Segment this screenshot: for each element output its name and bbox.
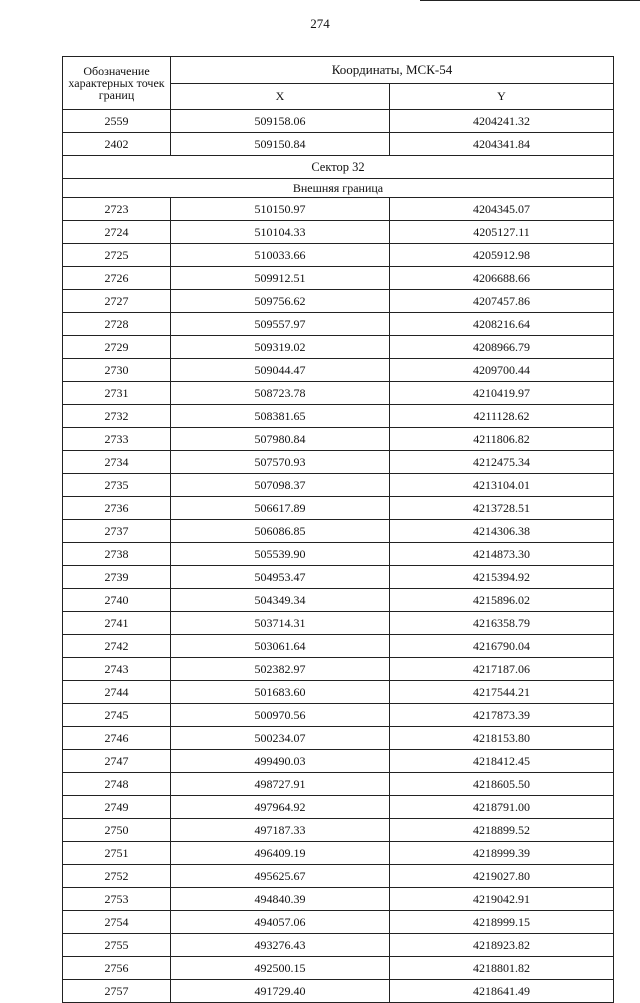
table-row [63,957,614,980]
x-coordinate-cell: 497964.92 [171,796,390,819]
y-column-header: Y [390,83,614,110]
table-row [63,290,614,313]
y-coordinate-cell: 4218923.82 [390,934,614,957]
point-id-cell: 2747 [63,750,171,773]
table-row [63,911,614,934]
y-coordinate-cell: 4218999.39 [390,842,614,865]
table-header [63,57,614,110]
y-coordinate-cell: 4204345.07 [390,198,614,221]
y-coordinate-cell: 4218153.80 [390,727,614,750]
y-coordinate-cell: 4211806.82 [390,428,614,451]
table-row [63,658,614,681]
x-coordinate-cell: 506086.85 [171,520,390,543]
point-id-cell: 2744 [63,681,171,704]
y-coordinate-cell: 4218605.50 [390,773,614,796]
y-coordinate-cell: 4214306.38 [390,520,614,543]
x-coordinate-cell: 503714.31 [171,612,390,635]
x-coordinate-cell: 510033.66 [171,244,390,267]
x-coordinate-cell: 510150.97 [171,198,390,221]
y-coordinate-cell: 4205912.98 [390,244,614,267]
point-id-cell: 2745 [63,704,171,727]
section-title: Сектор 32 [63,156,614,179]
table-row [63,313,614,336]
y-coordinate-cell: 4208216.64 [390,313,614,336]
point-id-cell: 2754 [63,911,171,934]
x-coordinate-cell: 507098.37 [171,474,390,497]
point-id-cell: 2740 [63,589,171,612]
x-coordinate-cell: 509044.47 [171,359,390,382]
point-id-cell: 2751 [63,842,171,865]
x-coordinate-cell: 508723.78 [171,382,390,405]
x-coordinate-cell: 500234.07 [171,727,390,750]
rows-before-section [63,110,614,156]
boundary-points-rows [63,198,614,1003]
table-row [63,198,614,221]
x-coordinate-cell: 495625.67 [171,865,390,888]
point-id-cell: 2731 [63,382,171,405]
table-row [63,727,614,750]
coordinates-table [62,56,614,1003]
point-id-cell: 2727 [63,290,171,313]
x-coordinate-cell: 492500.15 [171,957,390,980]
y-coordinate-cell: 4214873.30 [390,543,614,566]
table-row [63,750,614,773]
table-row [63,474,614,497]
table-row [63,405,614,428]
y-coordinate-cell: 4210419.97 [390,382,614,405]
x-coordinate-cell: 504349.34 [171,589,390,612]
point-id-cell: 2732 [63,405,171,428]
x-coordinate-cell: 507980.84 [171,428,390,451]
point-id-cell: 2742 [63,635,171,658]
y-coordinate-cell: 4215896.02 [390,589,614,612]
y-coordinate-cell: 4213104.01 [390,474,614,497]
x-coordinate-cell: 494840.39 [171,888,390,911]
point-id-cell: 2729 [63,336,171,359]
point-id-cell: 2730 [63,359,171,382]
y-coordinate-cell: 4218412.45 [390,750,614,773]
table-row [63,934,614,957]
point-id-cell: 2735 [63,474,171,497]
y-coordinate-cell: 4217544.21 [390,681,614,704]
y-coordinate-cell: 4205127.11 [390,221,614,244]
y-coordinate-cell: 4219027.80 [390,865,614,888]
table-row [63,681,614,704]
x-coordinate-cell: 509756.62 [171,290,390,313]
table-row [63,428,614,451]
y-coordinate-cell: 4217873.39 [390,704,614,727]
point-id-cell: 2756 [63,957,171,980]
point-id-cell: 2741 [63,612,171,635]
y-coordinate-cell: 4207457.86 [390,290,614,313]
table-row [63,382,614,405]
y-coordinate-cell: 4212475.34 [390,451,614,474]
point-id-cell: 2752 [63,865,171,888]
point-id-cell: 2726 [63,267,171,290]
y-coordinate-cell: 4213728.51 [390,497,614,520]
coordinates-system-header: Координаты, МСК-54 [171,57,614,84]
x-coordinate-cell: 503061.64 [171,635,390,658]
point-id-cell: 2402 [63,133,171,156]
x-coordinate-cell: 510104.33 [171,221,390,244]
x-column-header: X [171,83,390,110]
subsection-title: Внешняя граница [63,179,614,198]
y-coordinate-cell: 4206688.66 [390,267,614,290]
point-id-cell: 2725 [63,244,171,267]
y-coordinate-cell: 4218801.82 [390,957,614,980]
table-row [63,244,614,267]
table-row [63,110,614,133]
y-coordinate-cell: 4219042.91 [390,888,614,911]
y-coordinate-cell: 4218899.52 [390,819,614,842]
point-id-cell: 2743 [63,658,171,681]
table-row [63,267,614,290]
point-id-cell: 2736 [63,497,171,520]
table-row [63,635,614,658]
point-id-cell: 2734 [63,451,171,474]
top-rule [420,0,640,1]
point-id-cell: 2559 [63,110,171,133]
table-row [63,704,614,727]
y-coordinate-cell: 4218791.00 [390,796,614,819]
x-coordinate-cell: 499490.03 [171,750,390,773]
point-id-cell: 2746 [63,727,171,750]
x-coordinate-cell: 498727.91 [171,773,390,796]
point-id-cell: 2737 [63,520,171,543]
x-coordinate-cell: 502382.97 [171,658,390,681]
x-coordinate-cell: 508381.65 [171,405,390,428]
y-coordinate-cell: 4216358.79 [390,612,614,635]
x-coordinate-cell: 509912.51 [171,267,390,290]
point-id-cell: 2724 [63,221,171,244]
y-coordinate-cell: 4217187.06 [390,658,614,681]
table-row [63,842,614,865]
table-row [63,566,614,589]
table-row [63,819,614,842]
point-id-cell: 2750 [63,819,171,842]
x-coordinate-cell: 507570.93 [171,451,390,474]
point-id-cell: 2738 [63,543,171,566]
x-coordinate-cell: 509319.02 [171,336,390,359]
y-coordinate-cell: 4216790.04 [390,635,614,658]
table-row [63,796,614,819]
point-id-cell: 2748 [63,773,171,796]
y-coordinate-cell: 4218641.49 [390,980,614,1003]
x-coordinate-cell: 509158.06 [171,110,390,133]
table-row [63,133,614,156]
table-row [63,612,614,635]
point-id-cell: 2739 [63,566,171,589]
table-row [63,980,614,1003]
table-row [63,336,614,359]
y-coordinate-cell: 4208966.79 [390,336,614,359]
point-id-cell: 2733 [63,428,171,451]
y-coordinate-cell: 4218999.15 [390,911,614,934]
x-coordinate-cell: 493276.43 [171,934,390,957]
x-coordinate-cell: 505539.90 [171,543,390,566]
x-coordinate-cell: 500970.56 [171,704,390,727]
y-coordinate-cell: 4215394.92 [390,566,614,589]
x-coordinate-cell: 504953.47 [171,566,390,589]
x-coordinate-cell: 494057.06 [171,911,390,934]
table-row [63,221,614,244]
x-coordinate-cell: 506617.89 [171,497,390,520]
y-coordinate-cell: 4204241.32 [390,110,614,133]
table-row [63,543,614,566]
point-id-cell: 2728 [63,313,171,336]
x-coordinate-cell: 501683.60 [171,681,390,704]
x-coordinate-cell: 496409.19 [171,842,390,865]
point-id-cell: 2753 [63,888,171,911]
x-coordinate-cell: 497187.33 [171,819,390,842]
table-row [63,451,614,474]
table-row [63,497,614,520]
point-id-cell: 2757 [63,980,171,1003]
table-row [63,865,614,888]
point-id-cell: 2723 [63,198,171,221]
table-row [63,589,614,612]
section-heading-block [63,156,614,198]
table-row [63,773,614,796]
point-id-cell: 2749 [63,796,171,819]
table-row [63,888,614,911]
point-designation-header: Обозначение характерных точек границ [63,57,171,110]
y-coordinate-cell: 4204341.84 [390,133,614,156]
x-coordinate-cell: 491729.40 [171,980,390,1003]
y-coordinate-cell: 4209700.44 [390,359,614,382]
point-id-cell: 2755 [63,934,171,957]
y-coordinate-cell: 4211128.62 [390,405,614,428]
table-row [63,520,614,543]
x-coordinate-cell: 509557.97 [171,313,390,336]
x-coordinate-cell: 509150.84 [171,133,390,156]
table-row [63,359,614,382]
page-number: 274 [310,16,330,31]
